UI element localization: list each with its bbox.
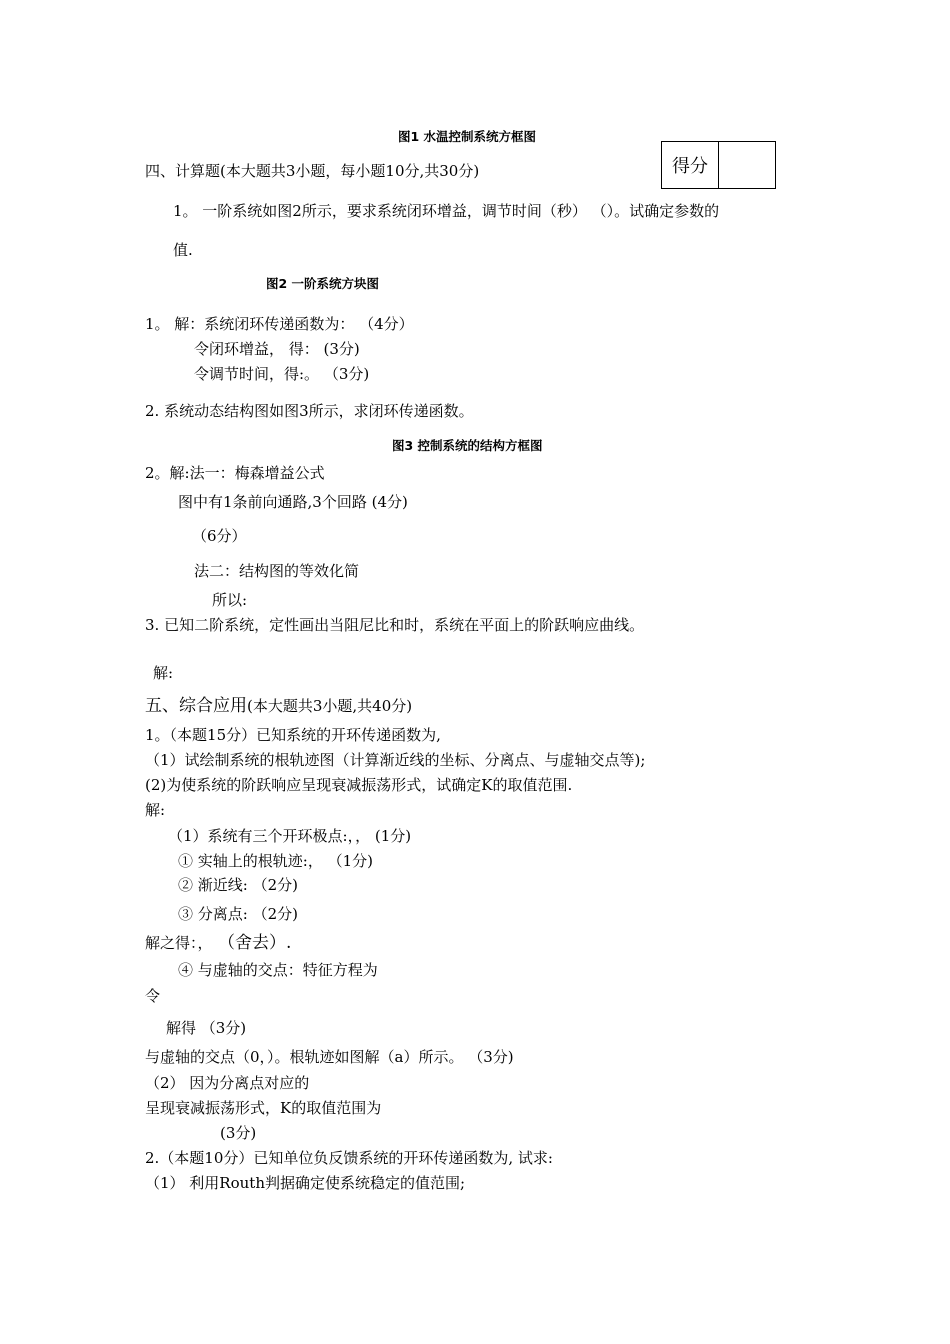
s5-step-5-b: （舍去）. [226, 933, 292, 953]
figure-1-caption: 图1 水温控制系统方框图 [398, 129, 537, 144]
s5-question-1-line-3: (2)为使系统的阶跃响应呈现衰减振荡形式，试确定K的取值范围. [145, 776, 573, 794]
answer-2-line-1: 2。解:法一：梅森增益公式 [145, 464, 325, 482]
section-5-title-sub: (本大题共3小题,共40分) [247, 697, 413, 715]
s5-question-1-line-1: 1。（本题15分）已知系统的开环传递函数为, [145, 726, 441, 744]
question-2-text: 2. 系统动态结构图如图3所示，求闭环传递函数。 [145, 402, 474, 420]
s5-step-12: (3分) [220, 1124, 257, 1142]
s5-step-2: ① 实轴上的根轨迹:， （1分) [178, 852, 373, 870]
s5-step-3: ② 渐近线: （2分) [178, 876, 298, 894]
s5-step-8: 解得 （3分) [166, 1019, 247, 1037]
section-5-title-main: 五、综合应用 [145, 696, 247, 716]
s5-question-1-line-2: （1）试绘制系统的根轨迹图（计算渐近线的坐标、分离点、与虚轴交点等); [145, 751, 646, 769]
answer-2-line-4: 法二：结构图的等效化简 [194, 562, 360, 580]
s5-step-7: 令 [145, 987, 161, 1005]
answer-1-line-2: 令闭环增益， 得： (3分) [194, 340, 360, 358]
s5-question-2-line-2: （1） 利用Routh判据确定使系统稳定的值范围; [145, 1174, 466, 1192]
s5-step-1: （1）系统有三个开环极点:，， (1分) [168, 827, 412, 845]
s5-step-6: ④ 与虚轴的交点：特征方程为 [178, 961, 378, 979]
answer-3: 解: [153, 664, 174, 682]
answer-2-line-5: 所以: [212, 591, 248, 609]
s5-step-11: 呈现衰减振荡形式，K的取值范围为 [145, 1099, 382, 1117]
answer-1-line-1: 1。 解：系统闭环传递函数为： （4分） [145, 315, 414, 333]
score-label: 得分 [672, 156, 708, 177]
s5-step-5-a: 解之得：， [145, 934, 213, 952]
s5-step-5 [145, 934, 291, 952]
figure-3-caption: 图3 控制系统的结构方框图 [392, 438, 543, 453]
score-box [661, 141, 776, 189]
question-1-text-cont: 值. [173, 241, 193, 259]
answer-1-line-3: 令调节时间，得:。 （3分) [194, 365, 370, 383]
score-value [718, 142, 775, 188]
section-5-title [145, 697, 412, 715]
s5-step-9: 与虚轴的交点（0，）。根轨迹如图解（a）所示。 （3分) [145, 1048, 514, 1066]
s5-question-2-line-1: 2.（本题10分）已知单位负反馈系统的开环传递函数为, 试求: [145, 1149, 553, 1167]
s5-answer-label: 解: [145, 801, 166, 819]
question-3-text: 3. 已知二阶系统，定性画出当阻尼比和时，系统在平面上的阶跃响应曲线。 [145, 616, 645, 634]
figure-2-caption: 图2 一阶系统方块图 [266, 276, 380, 291]
answer-2-line-3: （6分） [192, 527, 247, 545]
section-4-title: 四、计算题(本大题共3小题，每小题10分,共30分) [145, 162, 480, 180]
question-1-text: 1。 一阶系统如图2所示，要求系统闭环增益，调节时间（秒） （）。试确定参数的 [173, 202, 720, 220]
s5-step-4: ③ 分离点: （2分) [178, 905, 298, 923]
answer-2-line-2: 图中有1条前向通路,3个回路 (4分) [178, 493, 408, 511]
s5-step-10: （2） 因为分离点对应的 [145, 1074, 310, 1092]
